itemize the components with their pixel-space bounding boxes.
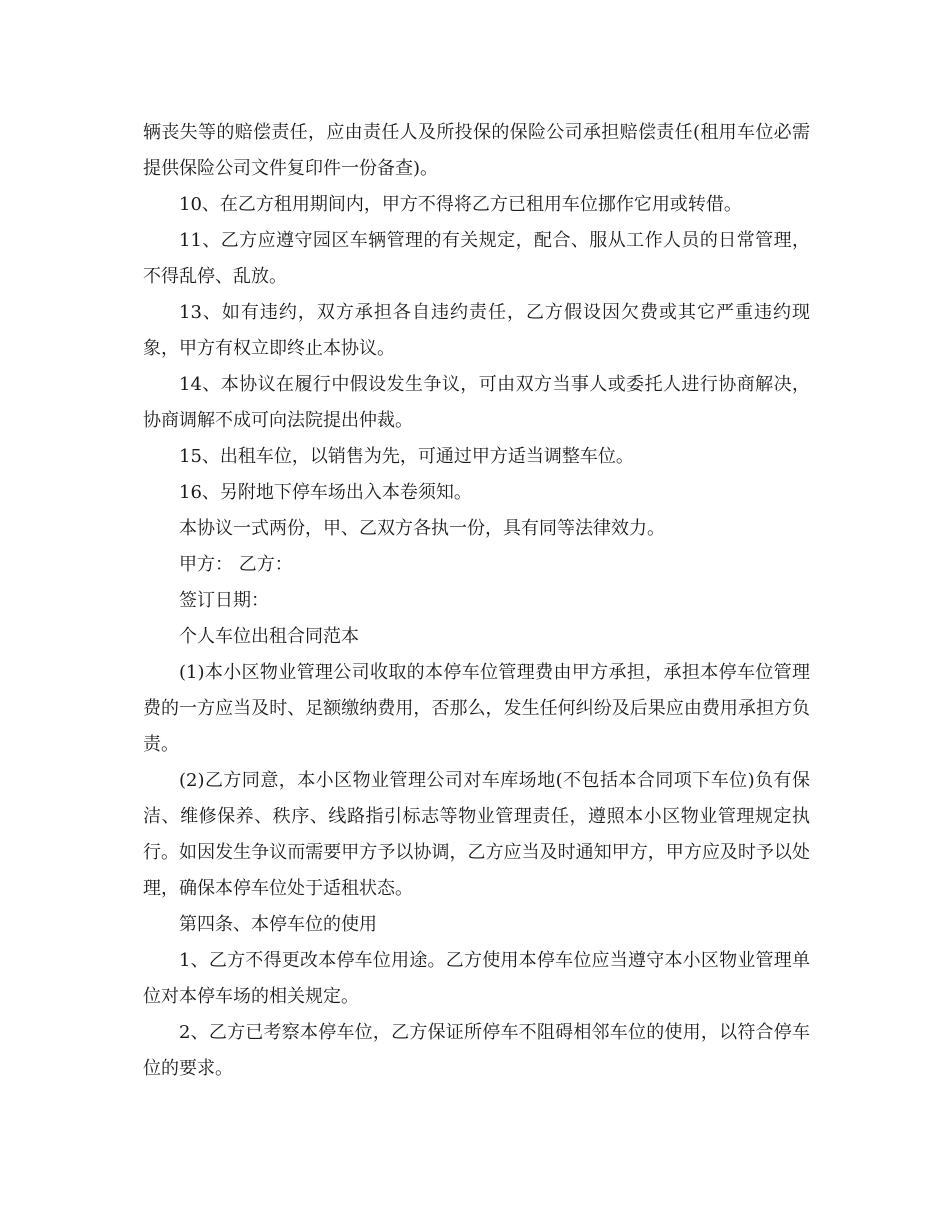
paragraph-item-1: (1)本小区物业管理公司收取的本停车位管理费由甲方承担，承担本停车位管理费的一方应当及时、足额缴纳费用，否那么，发生任何纠纷及后果应由费用承担方负责。 [143,662,810,755]
paragraph-item-2: (2)乙方同意，本小区物业管理公司对车库场地(不包括本合同项下车位)负有保洁、维修保养、秩序、线路指引标志等物业管理责任，遵照本小区物业管理规定执行。如因发生争议而需要甲方予以协调，乙方应当及时通知甲方，甲方应及时予以处理，确保本停车位处于适租状态。 [143,770,810,899]
document-body [143,115,810,1087]
paragraph-copies: 本协议一式两份，甲、乙双方各执一份，具有同等法律效力。 [179,518,665,539]
section-title: 个人车位出租合同范本 [179,626,359,647]
paragraph-clause-14: 14、本协议在履行中假设发生争议，可由双方当事人或委托人进行协商解决，协商调解不成可向法院提出仲裁。 [143,374,810,431]
paragraph-continuation: 辆丧失等的赔偿责任，应由责任人及所投保的保险公司承担赔偿责任(租用车位必需提供保险公司文件复印件一份备查)。 [143,122,810,179]
signature-date: 签订日期： [179,590,269,611]
paragraph-clause-10: 10、在乙方租用期间内，甲方不得将乙方已租用车位挪作它用或转借。 [179,194,742,215]
paragraph-usage-1: 1、乙方不得更改本停车位用途。乙方使用本停车位应当遵守本小区物业管理单位对本停车场的相关规定。 [143,950,810,1007]
paragraph-clause-11: 11、乙方应遵守园区车辆管理的有关规定，配合、服从工作人员的日常管理，不得乱停、乱放。 [143,230,810,287]
signature-parties: 甲方： 乙方： [179,554,293,575]
paragraph-usage-2: 2、乙方已考察本停车位，乙方保证所停车不阻碍相邻车位的使用，以符合停车位的要求。 [143,1022,810,1079]
paragraph-clause-16: 16、另附地下停车场出入本卷须知。 [179,482,472,503]
paragraph-clause-13: 13、如有违约，双方承担各自违约责任，乙方假设因欠费或其它严重违约现象，甲方有权立即终止本协议。 [143,302,810,359]
paragraph-clause-15: 15、出租车位，以销售为先，可通过甲方适当调整车位。 [179,446,634,467]
article-heading: 第四条、本停车位的使用 [179,914,377,935]
